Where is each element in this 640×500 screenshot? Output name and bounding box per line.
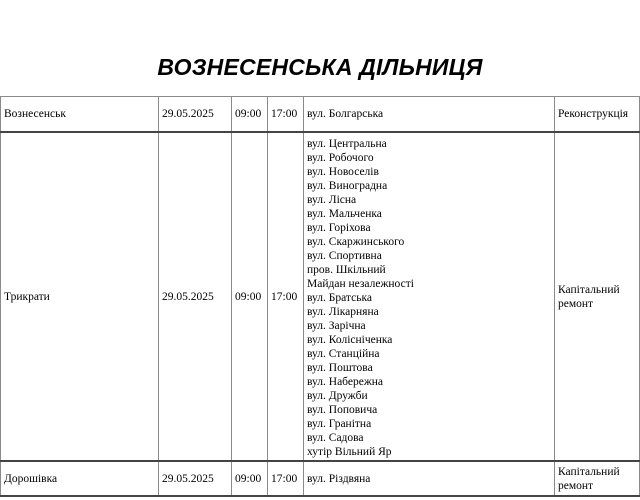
table-row <box>1 97 640 133</box>
street-item: вул. Болгарська <box>307 108 384 120</box>
street-item: хутір Вільний Яр <box>307 445 392 458</box>
street-item: Майдан незалежності <box>307 277 414 290</box>
start-time-cell: 09:00 <box>232 97 268 133</box>
street-item: вул. Набережна <box>307 375 384 388</box>
street-item: вул. Виноградна <box>307 179 388 192</box>
settlement-cell: Вознесенськ <box>1 97 159 133</box>
street-item: вул. Садова <box>307 431 364 444</box>
reason-cell: Капітальний ремонт <box>555 461 640 496</box>
street-item: вул. Центральна <box>307 137 387 150</box>
street-item: вул. Мальченка <box>307 207 382 220</box>
start-time-cell: 09:00 <box>232 461 268 496</box>
street-item: вул. Скаржинського <box>307 235 405 248</box>
street-item: вул. Гранітна <box>307 417 372 430</box>
date-cell: 29.05.2025 <box>159 97 232 133</box>
table-row <box>1 132 640 461</box>
page-title: ВОЗНЕСЕНСЬКА ДІЛЬНИЦЯ <box>157 54 483 80</box>
end-time-cell: 17:00 <box>268 132 304 461</box>
street-item: вул. Поповича <box>307 403 378 416</box>
street-item: вул. Спортивна <box>307 249 382 262</box>
street-item: вул. Дружби <box>307 389 368 402</box>
settlement-cell: Дорошівка <box>1 461 159 496</box>
street-item: вул. Колісніченка <box>307 333 393 346</box>
street-list <box>307 135 551 459</box>
reason-cell: Капітальний ремонт <box>555 132 640 461</box>
street-item: вул. Робочого <box>307 151 374 164</box>
settlement-cell: Трикрати <box>1 132 159 461</box>
street-item: вул. Зарічна <box>307 319 366 332</box>
street-item: вул. Станційна <box>307 347 380 360</box>
street-item: вул. Горіхова <box>307 221 371 234</box>
outage-schedule-table <box>0 96 640 497</box>
street-item: вул. Братська <box>307 291 372 304</box>
street-item: вул. Різдвяна <box>307 472 371 485</box>
street-item: пров. Шкільний <box>307 263 386 276</box>
end-time-cell: 17:00 <box>268 97 304 133</box>
end-time-cell: 17:00 <box>268 461 304 496</box>
streets-cell <box>304 97 555 133</box>
street-item: вул. Лісна <box>307 193 357 206</box>
street-item: вул. Новоселів <box>307 165 379 178</box>
street-item: вул. Лікарняна <box>307 305 379 318</box>
date-cell: 29.05.2025 <box>159 461 232 496</box>
streets-cell <box>304 461 555 496</box>
table-row <box>1 461 640 496</box>
date-cell: 29.05.2025 <box>159 132 232 461</box>
street-item: вул. Поштова <box>307 361 373 374</box>
start-time-cell: 09:00 <box>232 132 268 461</box>
streets-cell <box>304 132 555 461</box>
reason-cell: Реконструкція <box>555 97 640 133</box>
